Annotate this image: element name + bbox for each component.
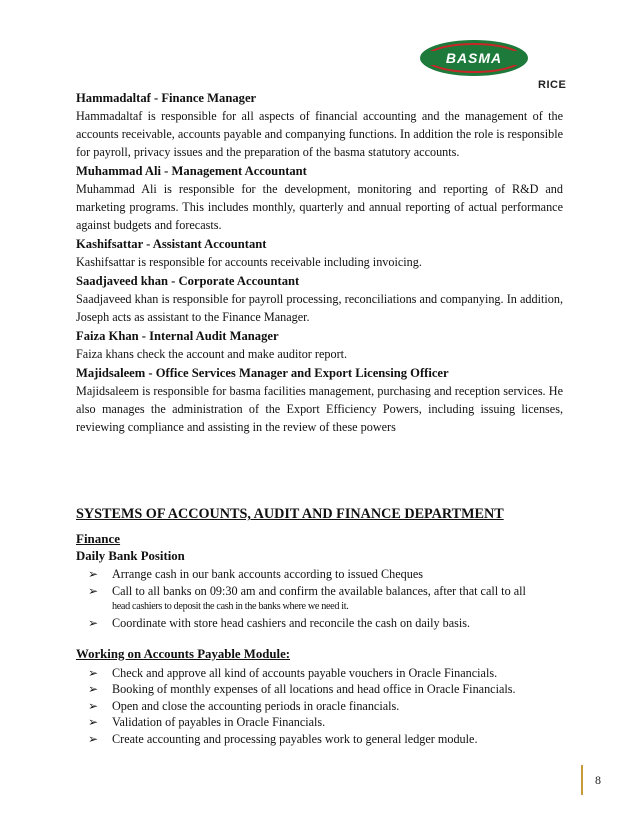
arrow-bullet-icon: ➢ <box>88 665 99 680</box>
brand-label: RICE <box>538 79 567 91</box>
list-item: ➢ Coordinate with store head cashiers and reconcile the cash on daily basis. <box>88 616 471 630</box>
list-item: ➢ Arrange cash in our bank accounts according to issued Cheques <box>88 567 424 581</box>
list-item: ➢ Call to all banks on 09:30 am and confirm the available balances, after that call to all head cashiers to deposit the cash in the banks where we need it. <box>88 583 563 616</box>
person-entry <box>76 163 563 234</box>
person-title: Saadjaveed khan - Corporate Accountant <box>76 274 300 288</box>
list-item: ➢ Open and close the accounting periods in oracle financials. <box>88 698 400 713</box>
daily-bank-heading: Daily Bank Position <box>76 549 185 563</box>
accounts-payable-heading: Working on Accounts Payable Module: <box>76 646 291 661</box>
section-title: SYSTEMS OF ACCOUNTS, AUDIT AND FINANCE DEPARTMENT <box>76 506 504 522</box>
person-entry <box>76 90 563 161</box>
person-entry <box>76 236 563 271</box>
systems-section <box>76 506 563 747</box>
finance-subtitle: Finance <box>76 531 121 546</box>
basma-logo <box>418 38 530 78</box>
personnel-list <box>76 90 563 438</box>
arrow-bullet-icon: ➢ <box>88 731 99 746</box>
person-title: Kashifsattar - Assistant Accountant <box>76 237 267 251</box>
page-number: 8 <box>581 765 613 795</box>
arrow-bullet-icon: ➢ <box>88 583 99 598</box>
arrow-bullet-icon: ➢ <box>88 715 99 729</box>
arrow-bullet-icon: ➢ <box>88 567 99 581</box>
accounts-payable-list <box>76 665 563 748</box>
person-description: Saadjaveed khan is responsible for payroll processing, reconciliations and companying. In addition, Joseph acts as assistant to the Finance Manager. <box>76 292 563 324</box>
arrow-bullet-icon: ➢ <box>88 698 99 713</box>
person-entry <box>76 328 563 363</box>
person-description: Faiza khans check the account and make auditor report. <box>76 347 348 361</box>
person-entry <box>76 273 563 326</box>
list-item: ➢ Create accounting and processing payables work to general ledger module. <box>88 731 478 746</box>
list-item-continuation: head cashiers to deposit the cash in the banks where we need it. <box>112 601 349 612</box>
arrow-bullet-icon: ➢ <box>88 682 99 696</box>
logo-text: BASMA <box>445 50 503 66</box>
person-description: Hammadaltaf is responsible for all aspects of financial accounting and the management of the accounts receivable, accounts payable and companying functions. In addition the role is responsible for payroll, privacy issues and the preparation of the basma statutory accounts. <box>76 109 563 159</box>
person-title: Majidsaleem - Office Services Manager and Export Licensing Officer <box>76 366 449 380</box>
person-description: Muhammad Ali is responsible for the development, monitoring and reporting of R&D and marketing programs. This includes monthly, quarterly and annual reporting of actual performance against budgets and forecasts. <box>76 182 563 232</box>
person-title: Muhammad Ali - Management Accountant <box>76 164 307 178</box>
person-title: Hammadaltaf - Finance Manager <box>76 91 257 105</box>
person-description: Majidsaleem is responsible for basma facilities management, purchasing and reception services. He also manages the administration of the Export Efficiency Powers, including issuing licenses, reviewing compliance and assisting in the review of these powers <box>76 384 563 434</box>
daily-bank-list <box>76 566 563 632</box>
list-item: ➢ Check and approve all kind of accounts payable vouchers in Oracle Financials. <box>88 665 498 680</box>
arrow-bullet-icon: ➢ <box>88 616 99 630</box>
list-item: ➢ Validation of payables in Oracle Financials. <box>88 715 326 729</box>
list-item: ➢ Booking of monthly expenses of all locations and head office in Oracle Financials. <box>88 682 516 696</box>
person-entry <box>76 365 563 436</box>
person-title: Faiza Khan - Internal Audit Manager <box>76 329 279 343</box>
person-description: Kashifsattar is responsible for accounts receivable including invoicing. <box>76 255 422 269</box>
